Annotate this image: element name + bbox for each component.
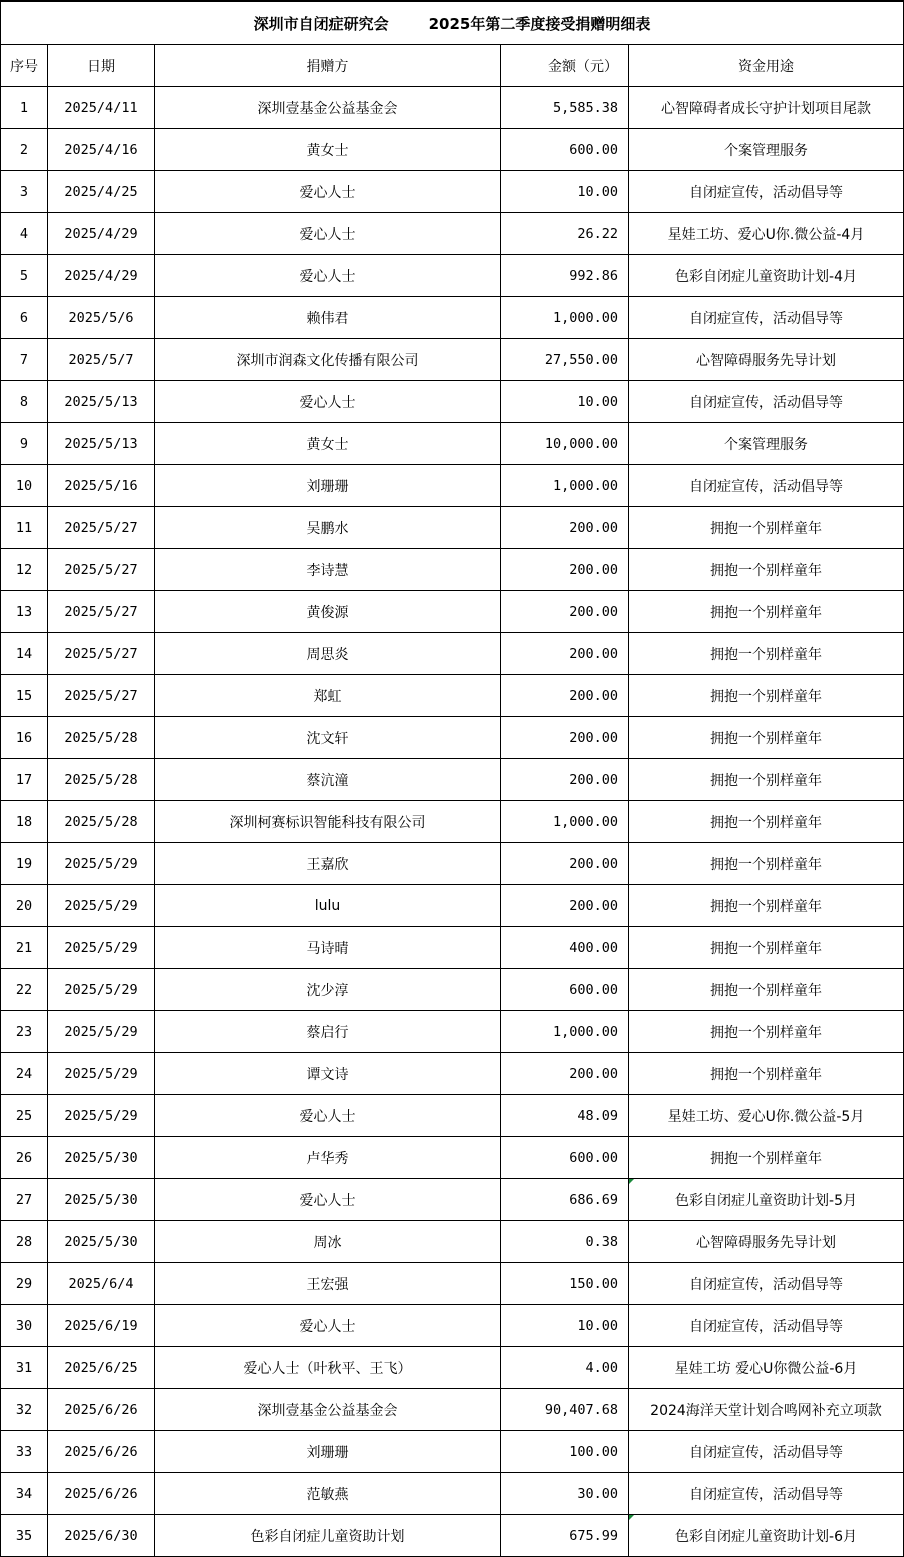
cell-seq: 8 <box>1 381 48 423</box>
cell-seq: 21 <box>1 927 48 969</box>
cell-donor: 王嘉欣 <box>155 843 501 885</box>
cell-seq: 34 <box>1 1473 48 1515</box>
cell-date: 2025/5/29 <box>48 1095 155 1137</box>
table-row <box>1 255 904 297</box>
cell-amount: 150.00 <box>501 1263 629 1305</box>
cell-seq: 15 <box>1 675 48 717</box>
cell-donor: lulu <box>155 885 501 927</box>
cell-purpose: 心智障碍者成长守护计划项目尾款 <box>629 87 904 129</box>
cell-purpose: 拥抱一个别样童年 <box>629 1011 904 1053</box>
cell-amount: 1,000.00 <box>501 1011 629 1053</box>
cell-date: 2025/6/4 <box>48 1263 155 1305</box>
cell-date: 2025/5/7 <box>48 339 155 381</box>
table-row <box>1 885 904 927</box>
cell-seq: 24 <box>1 1053 48 1095</box>
cell-amount: 26.22 <box>501 213 629 255</box>
cell-amount: 600.00 <box>501 1137 629 1179</box>
cell-purpose: 自闭症宣传，活动倡导等 <box>629 1431 904 1473</box>
cell-amount: 100.00 <box>501 1431 629 1473</box>
cell-purpose: 心智障碍服务先导计划 <box>629 339 904 381</box>
cell-seq: 1 <box>1 87 48 129</box>
table-row <box>1 1095 904 1137</box>
cell-purpose: 拥抱一个别样童年 <box>629 759 904 801</box>
cell-seq: 26 <box>1 1137 48 1179</box>
table-title <box>1 1 904 45</box>
cell-purpose: 拥抱一个别样童年 <box>629 591 904 633</box>
table-row <box>1 1305 904 1347</box>
cell-donor: 刘珊珊 <box>155 1431 501 1473</box>
cell-amount: 200.00 <box>501 759 629 801</box>
cell-date: 2025/4/16 <box>48 129 155 171</box>
table-row <box>1 381 904 423</box>
table-row <box>1 507 904 549</box>
table-row <box>1 843 904 885</box>
cell-amount: 1,000.00 <box>501 297 629 339</box>
cell-purpose: 色彩自闭症儿童资助计划-4月 <box>629 255 904 297</box>
cell-donor: 刘珊珊 <box>155 465 501 507</box>
cell-seq: 11 <box>1 507 48 549</box>
cell-donor: 色彩自闭症儿童资助计划 <box>155 1515 501 1557</box>
cell-date: 2025/5/29 <box>48 885 155 927</box>
cell-amount: 600.00 <box>501 969 629 1011</box>
cell-donor: 沈文轩 <box>155 717 501 759</box>
cell-seq: 12 <box>1 549 48 591</box>
table-row <box>1 927 904 969</box>
cell-purpose: 自闭症宣传，活动倡导等 <box>629 381 904 423</box>
cell-donor: 卢华秀 <box>155 1137 501 1179</box>
table-row <box>1 1347 904 1389</box>
cell-amount: 686.69 <box>501 1179 629 1221</box>
cell-purpose: 拥抱一个别样童年 <box>629 885 904 927</box>
cell-amount: 10.00 <box>501 171 629 213</box>
table-row <box>1 1389 904 1431</box>
cell-seq: 30 <box>1 1305 48 1347</box>
cell-amount: 200.00 <box>501 675 629 717</box>
cell-donor: 郑虹 <box>155 675 501 717</box>
table-row <box>1 801 904 843</box>
cell-donor: 吴鹏水 <box>155 507 501 549</box>
cell-donor: 深圳壹基金公益基金会 <box>155 87 501 129</box>
cell-date: 2025/5/13 <box>48 381 155 423</box>
cell-seq: 13 <box>1 591 48 633</box>
cell-seq: 23 <box>1 1011 48 1053</box>
cell-date: 2025/4/25 <box>48 171 155 213</box>
cell-seq: 33 <box>1 1431 48 1473</box>
table-row <box>1 423 904 465</box>
cell-purpose: 拥抱一个别样童年 <box>629 801 904 843</box>
cell-purpose: 自闭症宣传，活动倡导等 <box>629 171 904 213</box>
header-row <box>1 45 904 87</box>
cell-amount: 200.00 <box>501 549 629 591</box>
cell-purpose: 拥抱一个别样童年 <box>629 927 904 969</box>
cell-purpose: 自闭症宣传，活动倡导等 <box>629 1305 904 1347</box>
cell-amount: 10,000.00 <box>501 423 629 465</box>
cell-purpose: 个案管理服务 <box>629 423 904 465</box>
cell-purpose: 拥抱一个别样童年 <box>629 675 904 717</box>
cell-donor: 爱心人士 <box>155 171 501 213</box>
cell-purpose: 色彩自闭症儿童资助计划-5月 <box>629 1179 904 1221</box>
cell-seq: 25 <box>1 1095 48 1137</box>
table-row <box>1 1263 904 1305</box>
cell-donor: 爱心人士（叶秋平、王飞） <box>155 1347 501 1389</box>
cell-date: 2025/5/27 <box>48 591 155 633</box>
cell-date: 2025/5/30 <box>48 1179 155 1221</box>
cell-date: 2025/4/11 <box>48 87 155 129</box>
cell-amount: 1,000.00 <box>501 801 629 843</box>
title-row <box>1 1 904 45</box>
cell-date: 2025/5/29 <box>48 1053 155 1095</box>
cell-amount: 675.99 <box>501 1515 629 1557</box>
cell-amount: 200.00 <box>501 843 629 885</box>
table-row <box>1 1515 904 1557</box>
cell-amount: 0.38 <box>501 1221 629 1263</box>
table-row <box>1 759 904 801</box>
table-row <box>1 1011 904 1053</box>
cell-purpose: 自闭症宣传，活动倡导等 <box>629 465 904 507</box>
cell-amount: 30.00 <box>501 1473 629 1515</box>
table-row <box>1 633 904 675</box>
cell-amount: 4.00 <box>501 1347 629 1389</box>
cell-date: 2025/5/29 <box>48 1011 155 1053</box>
table-row <box>1 549 904 591</box>
cell-purpose: 星娃工坊、爱心U你.微公益-5月 <box>629 1095 904 1137</box>
cell-donor: 爱心人士 <box>155 1179 501 1221</box>
cell-amount: 48.09 <box>501 1095 629 1137</box>
cell-purpose: 拥抱一个别样童年 <box>629 969 904 1011</box>
cell-date: 2025/5/28 <box>48 759 155 801</box>
cell-seq: 35 <box>1 1515 48 1557</box>
cell-amount: 200.00 <box>501 591 629 633</box>
table-row <box>1 1179 904 1221</box>
header-seq: 序号 <box>1 45 48 87</box>
cell-donor: 范敏燕 <box>155 1473 501 1515</box>
cell-date: 2025/5/16 <box>48 465 155 507</box>
cell-purpose: 自闭症宣传，活动倡导等 <box>629 1263 904 1305</box>
cell-seq: 10 <box>1 465 48 507</box>
cell-date: 2025/4/29 <box>48 255 155 297</box>
table-row <box>1 969 904 1011</box>
cell-purpose: 拥抱一个别样童年 <box>629 633 904 675</box>
cell-date: 2025/5/30 <box>48 1221 155 1263</box>
cell-date: 2025/6/26 <box>48 1473 155 1515</box>
cell-seq: 16 <box>1 717 48 759</box>
cell-seq: 20 <box>1 885 48 927</box>
cell-date: 2025/5/27 <box>48 633 155 675</box>
cell-amount: 200.00 <box>501 1053 629 1095</box>
cell-donor: 黄女士 <box>155 129 501 171</box>
cell-amount: 992.86 <box>501 255 629 297</box>
cell-purpose: 自闭症宣传，活动倡导等 <box>629 1473 904 1515</box>
cell-date: 2025/5/13 <box>48 423 155 465</box>
table-row <box>1 129 904 171</box>
title-org: 深圳市自闭症研究会 <box>253 14 389 33</box>
cell-amount: 200.00 <box>501 507 629 549</box>
cell-date: 2025/6/30 <box>48 1515 155 1557</box>
cell-amount: 1,000.00 <box>501 465 629 507</box>
table-row <box>1 465 904 507</box>
cell-seq: 22 <box>1 969 48 1011</box>
title-subtitle: 2025年第二季度接受捐赠明细表 <box>428 14 651 33</box>
cell-purpose: 2024海洋天堂计划合鸣网补充立项款 <box>629 1389 904 1431</box>
cell-donor: 李诗慧 <box>155 549 501 591</box>
cell-donor: 爱心人士 <box>155 381 501 423</box>
cell-seq: 27 <box>1 1179 48 1221</box>
cell-donor: 周冰 <box>155 1221 501 1263</box>
cell-seq: 17 <box>1 759 48 801</box>
table-row <box>1 1473 904 1515</box>
cell-seq: 28 <box>1 1221 48 1263</box>
header-purpose: 资金用途 <box>629 45 904 87</box>
cell-donor: 深圳柯赛标识智能科技有限公司 <box>155 801 501 843</box>
cell-purpose: 自闭症宣传，活动倡导等 <box>629 297 904 339</box>
header-amount: 金额（元） <box>501 45 629 87</box>
cell-donor: 谭文诗 <box>155 1053 501 1095</box>
cell-date: 2025/6/25 <box>48 1347 155 1389</box>
cell-seq: 5 <box>1 255 48 297</box>
cell-purpose: 拥抱一个别样童年 <box>629 507 904 549</box>
cell-purpose: 拥抱一个别样童年 <box>629 549 904 591</box>
cell-seq: 3 <box>1 171 48 213</box>
table-row <box>1 171 904 213</box>
table-row <box>1 297 904 339</box>
cell-donor: 沈少淳 <box>155 969 501 1011</box>
cell-purpose: 星娃工坊 爱心U你微公益-6月 <box>629 1347 904 1389</box>
cell-purpose: 心智障碍服务先导计划 <box>629 1221 904 1263</box>
cell-amount: 90,407.68 <box>501 1389 629 1431</box>
cell-amount: 200.00 <box>501 885 629 927</box>
cell-date: 2025/5/27 <box>48 675 155 717</box>
cell-donor: 爱心人士 <box>155 1305 501 1347</box>
cell-seq: 6 <box>1 297 48 339</box>
cell-purpose: 色彩自闭症儿童资助计划-6月 <box>629 1515 904 1557</box>
cell-donor: 爱心人士 <box>155 213 501 255</box>
cell-amount: 10.00 <box>501 1305 629 1347</box>
cell-purpose: 拥抱一个别样童年 <box>629 843 904 885</box>
cell-donor: 爱心人士 <box>155 1095 501 1137</box>
table-row <box>1 717 904 759</box>
cell-seq: 4 <box>1 213 48 255</box>
cell-donor: 周思炎 <box>155 633 501 675</box>
cell-amount: 400.00 <box>501 927 629 969</box>
cell-date: 2025/5/27 <box>48 549 155 591</box>
table-row <box>1 339 904 381</box>
cell-seq: 7 <box>1 339 48 381</box>
cell-date: 2025/5/29 <box>48 843 155 885</box>
cell-donor: 爱心人士 <box>155 255 501 297</box>
cell-donor: 蔡启行 <box>155 1011 501 1053</box>
cell-donor: 王宏强 <box>155 1263 501 1305</box>
cell-date: 2025/5/28 <box>48 717 155 759</box>
cell-date: 2025/5/30 <box>48 1137 155 1179</box>
cell-seq: 9 <box>1 423 48 465</box>
cell-donor: 深圳市润森文化传播有限公司 <box>155 339 501 381</box>
cell-seq: 2 <box>1 129 48 171</box>
cell-amount: 600.00 <box>501 129 629 171</box>
cell-purpose: 星娃工坊、爱心U你.微公益-4月 <box>629 213 904 255</box>
cell-date: 2025/6/26 <box>48 1431 155 1473</box>
table-row <box>1 591 904 633</box>
cell-amount: 27,550.00 <box>501 339 629 381</box>
table-row <box>1 1137 904 1179</box>
cell-date: 2025/6/19 <box>48 1305 155 1347</box>
cell-purpose: 拥抱一个别样童年 <box>629 1053 904 1095</box>
cell-amount: 10.00 <box>501 381 629 423</box>
cell-seq: 14 <box>1 633 48 675</box>
table-row <box>1 87 904 129</box>
cell-seq: 31 <box>1 1347 48 1389</box>
cell-donor: 蔡沆潼 <box>155 759 501 801</box>
header-donor: 捐赠方 <box>155 45 501 87</box>
cell-seq: 32 <box>1 1389 48 1431</box>
cell-date: 2025/6/26 <box>48 1389 155 1431</box>
cell-donor: 黄女士 <box>155 423 501 465</box>
cell-seq: 19 <box>1 843 48 885</box>
table-row <box>1 1221 904 1263</box>
cell-date: 2025/5/6 <box>48 297 155 339</box>
cell-donor: 深圳壹基金公益基金会 <box>155 1389 501 1431</box>
cell-donor: 赖伟君 <box>155 297 501 339</box>
cell-purpose: 个案管理服务 <box>629 129 904 171</box>
table-row <box>1 1053 904 1095</box>
cell-seq: 29 <box>1 1263 48 1305</box>
cell-purpose: 拥抱一个别样童年 <box>629 1137 904 1179</box>
cell-seq: 18 <box>1 801 48 843</box>
table-row <box>1 213 904 255</box>
cell-amount: 200.00 <box>501 633 629 675</box>
cell-amount: 5,585.38 <box>501 87 629 129</box>
header-date: 日期 <box>48 45 155 87</box>
cell-purpose: 拥抱一个别样童年 <box>629 717 904 759</box>
cell-donor: 黄俊源 <box>155 591 501 633</box>
cell-amount: 200.00 <box>501 717 629 759</box>
table-row <box>1 1431 904 1473</box>
cell-donor: 马诗晴 <box>155 927 501 969</box>
table-row <box>1 675 904 717</box>
cell-date: 2025/5/27 <box>48 507 155 549</box>
cell-date: 2025/5/29 <box>48 969 155 1011</box>
cell-date: 2025/4/29 <box>48 213 155 255</box>
cell-date: 2025/5/29 <box>48 927 155 969</box>
cell-date: 2025/5/28 <box>48 801 155 843</box>
